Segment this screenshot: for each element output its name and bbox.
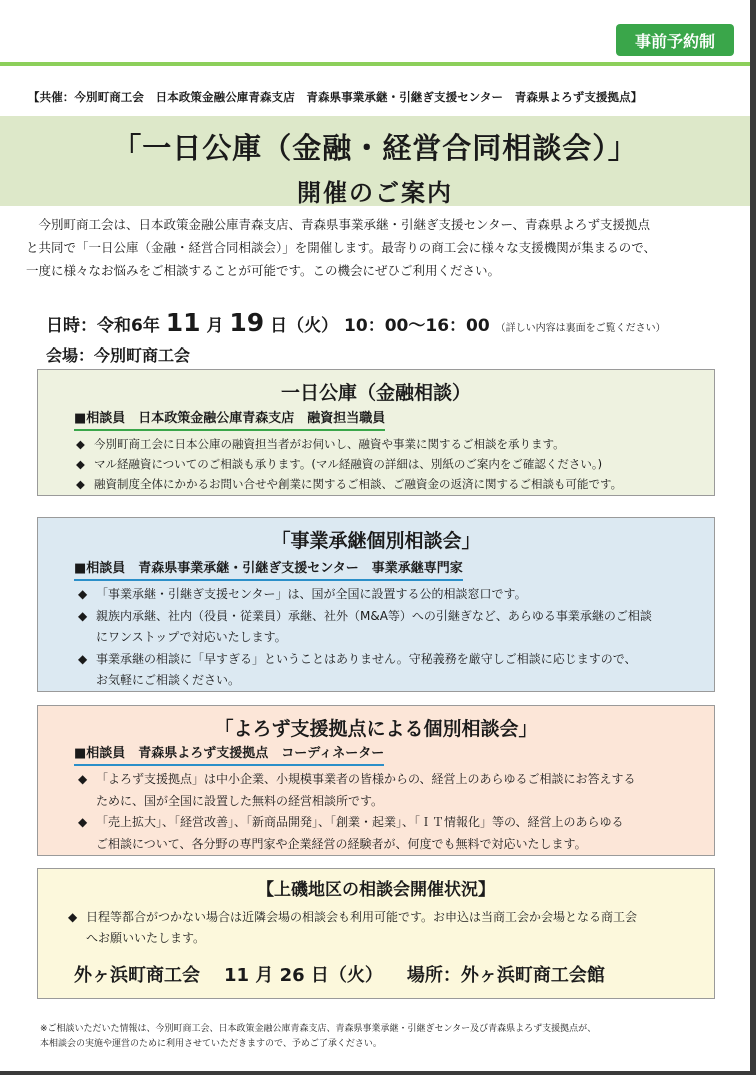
section-business-succession xyxy=(37,517,715,692)
section-finance-consultation xyxy=(37,369,715,496)
date-weekday: （火） xyxy=(287,316,339,336)
page-subtitle: 開催のご案内 xyxy=(297,179,453,207)
section-items xyxy=(78,769,636,855)
item-text: 「売上拡大」、「経営改善」、「新商品開発」、「創業・起業」、「ＩＴ情報化」等の、経営上のあらゆる xyxy=(96,815,624,829)
intro-paragraph xyxy=(26,213,730,282)
nearby-event-organizer: 外ヶ浜町商工会 xyxy=(74,965,200,986)
item-text: お気軽にご相談ください。 xyxy=(96,673,241,687)
item-text: 事業承継の相談に「早すぎる」ということはありません。守秘義務を厳守しご相談に応じますので、 xyxy=(96,651,637,666)
list-item xyxy=(78,584,652,606)
section-items xyxy=(78,584,652,692)
item-text: 日程等都合がつかない場合は近隣会場の相談会も利用可能です。お申込は当商工会か会場となる商工会 xyxy=(86,910,638,924)
privacy-footnote xyxy=(40,1022,720,1052)
page-title: 「一日公庫（金融・経営合同相談会）」 xyxy=(112,131,638,165)
diamond-bullet-icon: ◆ xyxy=(76,457,85,471)
list-item xyxy=(78,812,636,855)
reservation-badge: 事前予約制 xyxy=(616,24,734,56)
section-yorozu-consultation xyxy=(37,705,715,856)
details-note: （詳しい内容は裏面をご覧ください） xyxy=(495,323,666,334)
intro-line: 一度に様々なお悩みをご相談することが可能です。この機会にぜひご利用ください。 xyxy=(26,263,501,278)
footnote-line: 本相談会の実施や運営のために利用させていただきますので、予めご了承ください。 xyxy=(40,1039,382,1049)
diamond-bullet-icon: ◆ xyxy=(68,910,78,924)
page-frame-right xyxy=(750,0,756,1075)
diamond-bullet-icon: ◆ xyxy=(78,608,88,623)
list-item xyxy=(78,606,652,649)
section-staff: ■相談員 青森県事業承継・引継ぎ支援センター 事業承継専門家 xyxy=(74,557,463,581)
cosponsors-line: 【共催：今別町商工会 日本政策金融公庫青森支店 青森県事業承継・引継ぎ支援センター 青森県よろず支援拠点】 xyxy=(28,90,643,104)
list-item xyxy=(78,649,652,692)
list-item xyxy=(76,434,622,454)
item-text: ために、国が全国に設置した無料の経営相談所です。 xyxy=(96,793,384,808)
section-title: 【上磯地区の相談会開催状況】 xyxy=(257,880,495,900)
date-day-unit: 日 xyxy=(270,316,288,336)
diamond-bullet-icon: ◆ xyxy=(76,437,85,451)
title-band xyxy=(0,116,750,206)
section-staff: ■相談員 青森県よろず支援拠点 コーディネーター xyxy=(74,742,384,766)
footnote-line: ※ご相談いただいた情報は、今別町商工会、日本政策金融公庫青森支店、青森県事業承継・引継ぎセンター及び青森県よろず支援拠点が、 xyxy=(40,1024,597,1034)
date-month-unit: 月 xyxy=(206,316,224,336)
date-day: 19 xyxy=(229,308,265,337)
item-text: へお願いいたします。 xyxy=(86,931,206,945)
date-label: 日時：令和 xyxy=(46,316,131,336)
event-venue: 会場：今別町商工会 xyxy=(46,346,191,365)
section-title: 「事業承継個別相談会」 xyxy=(271,530,481,552)
item-text: 融資制度全体にかかるお問い合せや創業に関するご相談、ご融資金の返済に関するご相談も可能です。 xyxy=(94,477,623,491)
list-item xyxy=(68,907,637,949)
section-title: 一日公庫（金融相談） xyxy=(280,382,471,404)
diamond-bullet-icon: ◆ xyxy=(78,815,88,829)
section-title: 「よろず支援拠点による個別相談会」 xyxy=(214,718,538,740)
section-nearby-venues xyxy=(37,868,715,999)
date-year-unit: 年 xyxy=(142,316,160,336)
date-month: 11 xyxy=(165,308,201,337)
list-item xyxy=(78,769,636,812)
item-text: 親族内承継、社内（役員・従業員）承継、社外（M&A等）への引継ぎなど、あらゆる事業承継のご相談 xyxy=(96,608,652,623)
nearby-event-place: 場所：外ヶ浜町商工会館 xyxy=(406,965,605,986)
diamond-bullet-icon: ◆ xyxy=(78,651,88,666)
intro-line: 今別町商工会は、日本政策金融公庫青森支店、青森県事業承継・引継ぎ支援センター、青森県よろず支援拠点 xyxy=(26,217,651,232)
page-frame-bottom xyxy=(0,1071,756,1075)
item-text: 今別町商工会に日本公庫の融資担当者がお伺いし、融資や事業に関するご相談を承ります。 xyxy=(94,437,565,451)
list-item xyxy=(76,474,622,494)
item-text: にワンストップで対応いたします。 xyxy=(96,630,287,644)
item-text: マル経融資についてのご相談も承ります。(マル経融資の詳細は、別紙のご案内をご確認ください。) xyxy=(94,457,603,471)
date-year: 6 xyxy=(131,316,143,336)
item-text: 「よろず支援拠点」は中小企業、小規模事業者の皆様からの、経営上のあらゆるご相談にお答えする xyxy=(96,772,636,786)
section-items xyxy=(68,907,637,949)
diamond-bullet-icon: ◆ xyxy=(78,587,88,601)
diamond-bullet-icon: ◆ xyxy=(78,772,88,786)
diamond-bullet-icon: ◆ xyxy=(76,477,85,491)
event-time: 10：00〜16：00 xyxy=(344,316,490,336)
header-divider xyxy=(0,62,750,66)
event-datetime xyxy=(46,308,666,337)
nearby-event-date: 11 月 26 日（火） xyxy=(224,965,383,986)
item-text: ご相談について、各分野の専門家や企業経営の経験者が、何度でも無料で対応いたします。 xyxy=(96,836,587,851)
intro-line: と共同で「一日公庫（金融・経営合同相談会）」を開催します。最寄りの商工会に様々な支援機関が集まるので、 xyxy=(26,240,657,255)
section-staff: ■相談員 日本政策金融公庫青森支店 融資担当職員 xyxy=(74,407,385,431)
section-items xyxy=(76,434,622,494)
item-text: 「事業承継・引継ぎ支援センター」は、国が全国に設置する公的相談窓口です。 xyxy=(96,587,527,601)
list-item xyxy=(76,454,622,474)
nearby-event xyxy=(74,961,629,987)
